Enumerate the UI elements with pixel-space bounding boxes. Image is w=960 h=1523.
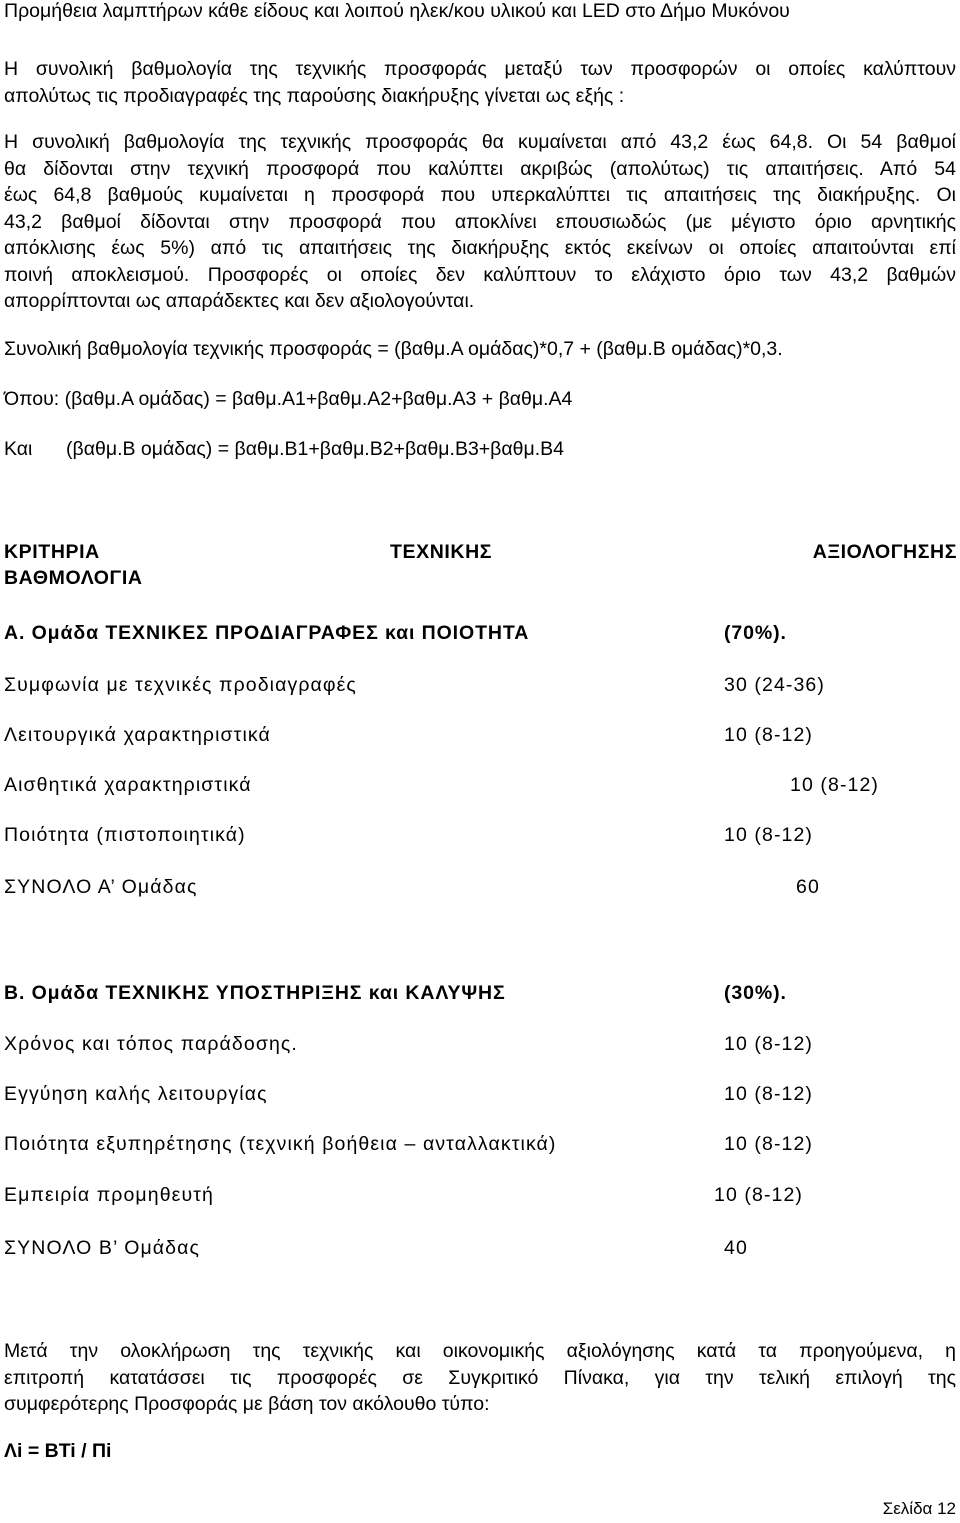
- group-a-title: Α. Ομάδα ΤΕΧΝΙΚΕΣ ΠΡΟΔΙΑΓΡΑΦΕΣ και ΠΟΙΟΤΗΤΑ: [4, 622, 530, 644]
- text-line: Μετά την ολοκλήρωση της τεχνικής και οικονομικής αξιολόγησης κατά τα προηγούμενα, η: [4, 1340, 956, 1362]
- criterion-value: 10 (8-12): [714, 1184, 804, 1206]
- group-a-total-value: 60: [796, 876, 820, 898]
- scoring-paragraph: [4, 129, 956, 315]
- and-label: Και: [4, 438, 33, 460]
- criterion-value: 10 (8-12): [724, 1083, 814, 1105]
- criterion-value: 10 (8-12): [724, 1133, 814, 1155]
- criterion-label: Χρόνος και τόπος παράδοσης.: [4, 1033, 298, 1055]
- conclusion-paragraph: [4, 1338, 956, 1418]
- criterion-label: Συμφωνία με τεχνικές προδιαγραφές: [4, 674, 357, 696]
- text-line: συμφερότερης Προσφοράς με βάση τον ακόλουθο τύπο:: [4, 1393, 490, 1415]
- group-a-percent: (70%).: [724, 622, 787, 644]
- table-header-evaluation: ΑΞΙΟΛΟΓΗΣΗΣ: [812, 541, 957, 563]
- ranking-formula: Λi = BTi / Πi: [4, 1440, 112, 1462]
- group-b-percent: (30%).: [724, 982, 787, 1004]
- page-number: Σελίδα 12: [882, 1499, 956, 1518]
- text-line: απολύτως τις προδιαγραφές της παρούσης διακήρυξης γίνεται ως εξής :: [4, 84, 625, 107]
- text-line: Η συνολική βαθμολογία της τεχνικής προσφοράς μεταξύ των προσφορών οι οποίες καλύπτουν: [4, 58, 956, 80]
- text-line: θα δίδονται στην τεχνική προσφορά που καλύπτει ακριβώς (απολύτως) τις απαιτήσεις. Από 54: [4, 157, 956, 180]
- criterion-label: Λειτουργικά χαρακτηριστικά: [4, 724, 271, 746]
- text-line: Η συνολική βαθμολογία της τεχνικής προσφοράς θα κυμαίνεται από 43,2 έως 64,8. Οι 54 βαθμοί: [4, 131, 956, 153]
- table-header-technical: ΤΕΧΝΙΚΗΣ: [390, 541, 493, 563]
- text-line: επιτροπή κατατάσσει τις προσφορές σε Συγκριτικό Πίνακα, για την τελική επιλογή της: [4, 1366, 956, 1389]
- criterion-value: 10 (8-12): [790, 774, 880, 796]
- group-b-formula: (βαθμ.Β ομάδας) = βαθμ.Β1+βαθμ.Β2+βαθμ.Β3+βαθμ.Β4: [66, 438, 565, 460]
- criterion-value: 10 (8-12): [724, 824, 814, 846]
- group-a-formula: Όπου: (βαθμ.Α ομάδας) = βαθμ.Α1+βαθμ.Α2+βαθμ.Α3 + βαθμ.Α4: [4, 388, 573, 410]
- text-line: απόκλισης έως 5%) από τις απαιτήσεις της διακήρυξης εκτός εκείνων οι οποίες απαιτούνται επί: [4, 237, 956, 259]
- text-line: έως 64,8 βαθμούς κυμαίνεται η προσφορά που υπερκαλύπτει τις απαιτήσεις της διακήρυξης. Οι: [4, 184, 956, 206]
- criterion-label: Ποιότητα εξυπηρέτησης (τεχνική βοήθεια – ανταλλακτικά): [4, 1133, 557, 1155]
- table-header-scoring: ΒΑΘΜΟΛΟΓΙΑ: [4, 567, 143, 589]
- table-header-criteria: ΚΡΙΤΗΡΙΑ: [4, 541, 100, 563]
- total-score-formula: Συνολική βαθμολογία τεχνικής προσφοράς = (βαθμ.Α ομάδας)*0,7 + (βαθμ.Β ομάδας)*0,3.: [4, 338, 783, 360]
- criterion-value: 30 (24-36): [724, 674, 825, 696]
- criterion-label: Ποιότητα (πιστοποιητικά): [4, 824, 246, 846]
- text-line: 43,2 βαθμοί δίδονται στην προσφορά που αποκλίνει επουσιωδώς (με μέγιστο όριο αρνητικής: [4, 210, 956, 233]
- text-line: ποινή αποκλεισμού. Προσφορές οι οποίες δεν καλύπτουν το ελάχιστο όριο των 43,2 βαθμών: [4, 263, 956, 286]
- group-b-total-label: ΣΥΝΟΛΟ Β’ Ομάδας: [4, 1237, 200, 1259]
- criterion-value: 10 (8-12): [724, 724, 814, 746]
- criterion-value: 10 (8-12): [724, 1033, 814, 1055]
- criterion-label: Εγγύηση καλής λειτουργίας: [4, 1083, 268, 1105]
- group-b-total-value: 40: [724, 1237, 748, 1259]
- group-a-total-label: ΣΥΝΟΛΟ Α’ Ομάδας: [4, 876, 198, 898]
- page-header: Προμήθεια λαμπτήρων κάθε είδους και λοιπού ηλεκ/κου υλικού και LED στο Δήμο Μυκόνου: [4, 0, 790, 22]
- criterion-label: Εμπειρία προμηθευτή: [4, 1184, 214, 1206]
- text-line: απορρίπτονται ως απαράδεκτες και δεν αξιολογούνται.: [4, 290, 475, 312]
- criterion-label: Αισθητικά χαρακτηριστικά: [4, 774, 252, 796]
- intro-paragraph: [4, 56, 956, 109]
- group-b-title: Β. Ομάδα ΤΕΧΝΙΚΗΣ ΥΠΟΣΤΗΡΙΞΗΣ και ΚΑΛΥΨΗΣ: [4, 982, 506, 1004]
